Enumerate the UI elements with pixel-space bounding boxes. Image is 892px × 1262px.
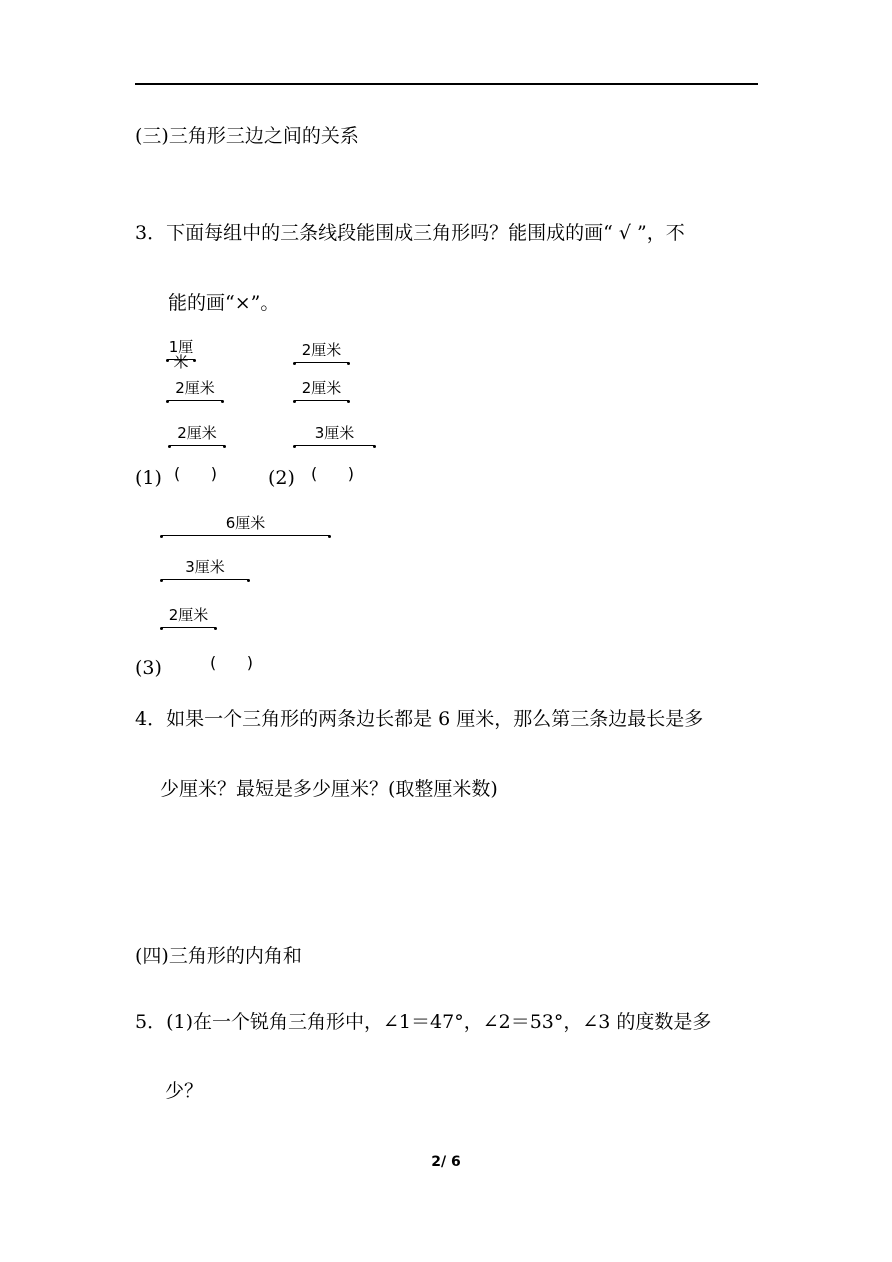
segment-endpoint [293, 445, 296, 448]
segment-endpoint [293, 400, 296, 403]
segment-endpoint [328, 535, 331, 538]
question-3-line-1: 3．下面每组中的三条线段能围成三角形吗？能围成的画“ √ ”，不 [135, 222, 685, 244]
group-3-label: (3) [135, 657, 162, 679]
segment-endpoint [373, 445, 376, 448]
group-3-answer-blank[interactable]: ( ) [210, 653, 253, 672]
segment-line [169, 445, 225, 446]
segment-endpoint [347, 400, 350, 403]
segment-endpoint [247, 579, 250, 582]
group-1-segment-2 [167, 381, 223, 401]
group-1-label: (1) [135, 467, 162, 489]
header-rule [135, 83, 758, 85]
segment-endpoint [160, 579, 163, 582]
question-5-line-2: 少？ [165, 1080, 204, 1102]
segment-endpoint [160, 627, 163, 630]
segment-endpoint [193, 359, 196, 362]
segment-endpoint [166, 359, 169, 362]
segment-line [294, 445, 375, 446]
segment-endpoint [214, 627, 217, 630]
segment-length-label: 6厘米 [225, 514, 266, 532]
group-2-segment-1 [294, 343, 349, 363]
question-5-line-1: 5．(1)在一个锐角三角形中，∠1＝47°，∠2＝53°，∠3 的度数是多 [135, 1011, 712, 1033]
segment-endpoint [160, 535, 163, 538]
group-2-answer-blank[interactable]: ( ) [311, 464, 354, 483]
group-1-segment-1 [167, 338, 195, 371]
segment-endpoint [347, 362, 350, 365]
segment-length-label: 2厘米 [175, 379, 215, 397]
segment-line [294, 362, 349, 363]
page-number: 2/ 6 [431, 1154, 461, 1170]
segment-endpoint [221, 400, 224, 403]
segment-length-label: 2厘米 [301, 379, 342, 397]
group-2-segment-3 [294, 426, 375, 446]
group-2-segment-2 [294, 381, 349, 401]
segment-line [167, 400, 223, 401]
segment-line [167, 359, 195, 360]
question-4-line-2: 少厘米？最短是多少厘米？(取整厘米数) [160, 778, 498, 800]
group-1-segment-3 [169, 426, 225, 446]
segment-length-label: 3厘米 [314, 424, 355, 442]
segment-length-label: 2厘米 [177, 424, 217, 442]
segment-line [161, 627, 216, 628]
segment-length-label: 3厘米 [185, 558, 225, 576]
group-3-segment-1 [161, 516, 330, 536]
segment-line [161, 579, 249, 580]
segment-endpoint [168, 445, 171, 448]
segment-length-label: 2厘米 [301, 341, 342, 359]
question-4-line-1: 4．如果一个三角形的两条边长都是 6 厘米，那么第三条边最长是多 [135, 708, 704, 730]
section-4-heading: (四)三角形的内角和 [135, 945, 302, 967]
segment-length-label: 2厘米 [168, 606, 209, 624]
segment-line [294, 400, 349, 401]
segment-endpoint [223, 445, 226, 448]
segment-endpoint [166, 400, 169, 403]
group-3-segment-2 [161, 560, 249, 580]
group-1-answer-blank[interactable]: ( ) [174, 464, 217, 483]
group-3-segment-3 [161, 608, 216, 628]
group-2-label: (2) [268, 467, 295, 489]
segment-length-label: 1厘米 [168, 338, 194, 371]
segment-line [161, 535, 330, 536]
question-3-line-2: 能的画“×”。 [168, 292, 280, 314]
segment-endpoint [293, 362, 296, 365]
section-3-heading: (三)三角形三边之间的关系 [135, 125, 359, 147]
